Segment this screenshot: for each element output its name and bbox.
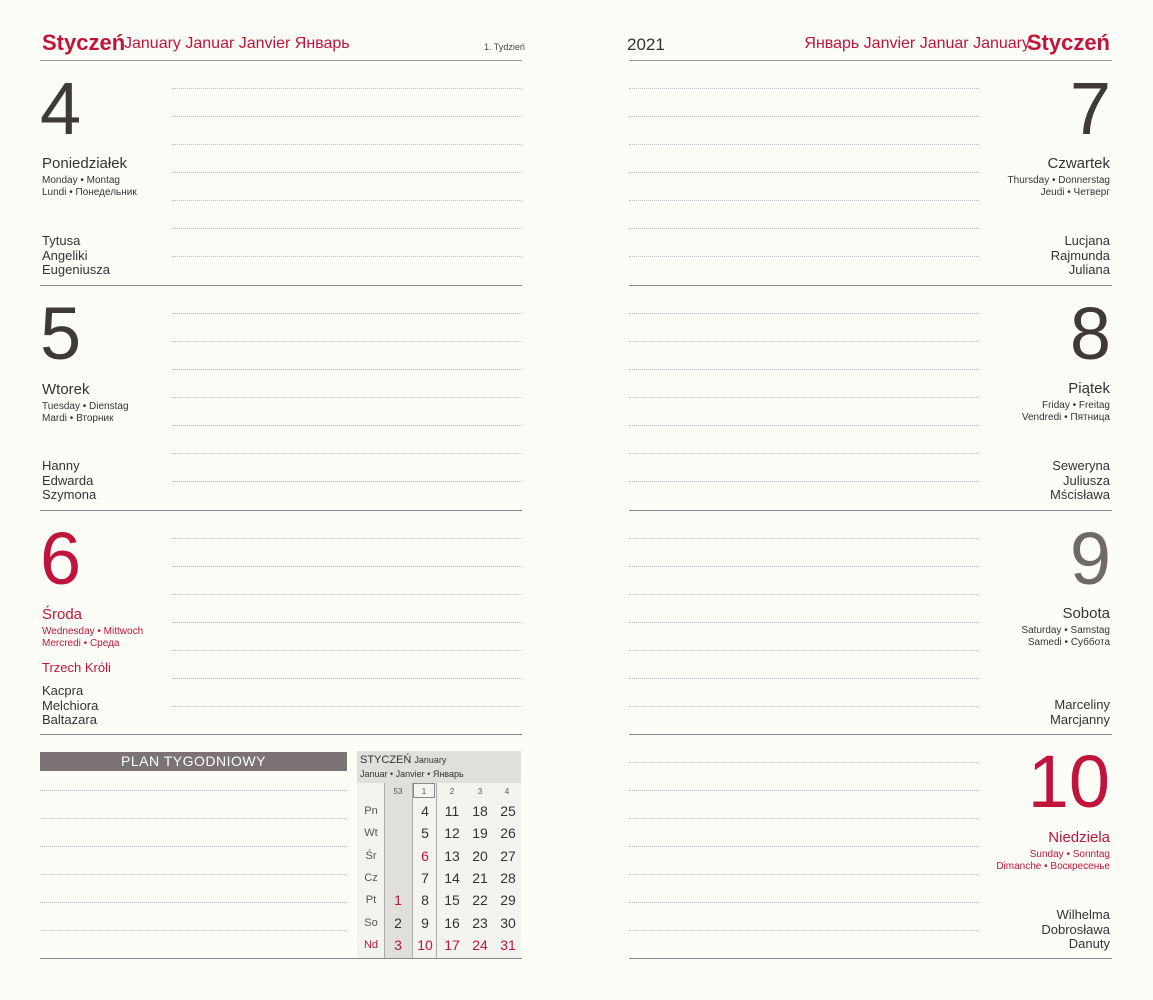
writing-line[interactable] [629,172,979,173]
writing-line[interactable] [172,200,522,201]
name-day: Eugeniusza [42,262,110,277]
writing-line[interactable] [629,678,979,679]
plan-line[interactable] [40,790,347,791]
header-rule [629,60,1112,61]
mini-calendar-day-label: So [364,917,378,929]
day-separator [629,734,1112,735]
mini-calendar-date: 20 [472,848,488,864]
left-page [0,0,576,1000]
week-number: 2 [449,787,455,796]
writing-line[interactable] [172,425,522,426]
writing-line[interactable] [629,341,979,342]
mini-calendar-date: 9 [421,915,429,931]
day-name: Środa [42,606,83,623]
writing-line[interactable] [629,256,979,257]
day-number: 5 [40,292,82,375]
writing-line[interactable] [629,818,979,819]
day-separator [629,285,1112,286]
name-day: Rajmunda [1050,247,1110,263]
day-name: Sobota [1062,605,1110,622]
mini-calendar-date: 27 [500,848,516,864]
mini-calendar-date: 5 [421,825,429,841]
name-day: Tytusa [42,233,81,248]
name-days [42,234,110,278]
mini-calendar-day-label: Pn [364,805,378,817]
mini-calendar-date: 11 [444,803,460,819]
name-day: Marcjanny [1050,711,1110,727]
mini-calendar-date: 24 [472,937,488,953]
name-days [1051,234,1110,278]
page-bottom-rule [629,958,1112,959]
page-bottom-rule [40,958,522,959]
name-day: Mścisława [1050,487,1110,502]
writing-line[interactable] [629,200,979,201]
mini-calendar-date: 15 [444,892,460,908]
mini-calendar-date: 30 [500,915,516,931]
mini-calendar-date: 17 [444,937,460,953]
mini-calendar-day-label: Wt [364,827,378,839]
name-day: Lucjana [1064,233,1110,248]
writing-line[interactable] [629,846,979,847]
day-number: 6 [40,517,82,600]
name-days [1050,459,1110,503]
writing-line[interactable] [629,706,979,707]
name-days [42,684,98,728]
writing-line[interactable] [172,172,522,173]
day-name: Wtorek [42,381,90,398]
left-month-title: Styczeń [42,30,126,55]
day-name: Piątek [1068,380,1110,397]
plan-line[interactable] [40,874,347,875]
mini-calendar-week53-shade [385,783,412,958]
mini-calendar-date: 25 [500,803,516,819]
writing-line[interactable] [629,369,979,370]
writing-line[interactable] [629,902,979,903]
day-separator [40,285,522,286]
name-days [42,459,96,503]
writing-line[interactable] [172,341,522,342]
day-translation-2: Samedi • Суббота [1027,637,1110,648]
mini-calendar-day-label: Śr [365,850,377,862]
mini-calendar-divider [384,783,385,958]
mini-calendar-date: 12 [444,825,460,841]
week-number: 1 [421,787,427,796]
week-number: 3 [477,787,483,796]
writing-line[interactable] [172,256,522,257]
writing-line[interactable] [172,706,522,707]
day-translation-2: Mercredi • Среда [42,638,120,649]
name-day: Marceliny [1054,697,1110,712]
mini-calendar-date: 6 [421,848,429,864]
day-name: Niedziela [1048,829,1110,846]
mini-calendar-month-en: January [414,755,447,765]
writing-line[interactable] [629,397,979,398]
writing-line[interactable] [629,144,979,145]
day-separator [40,510,522,511]
writing-line[interactable] [172,678,522,679]
header-rule [40,60,522,61]
writing-line[interactable] [629,228,979,229]
name-day: Edwarda [42,472,94,488]
writing-line[interactable] [629,425,979,426]
day-number: 9 [1069,517,1111,600]
writing-line[interactable] [629,88,979,89]
writing-line[interactable] [172,88,522,89]
writing-line[interactable] [629,538,979,539]
mini-calendar-date: 4 [421,803,429,819]
mini-calendar-date: 16 [444,915,460,931]
day-separator [40,734,522,735]
right-month-translations: Январь Janvier Januar January [804,35,1030,52]
writing-line[interactable] [172,116,522,117]
mini-calendar-month: STYCZEŃ [360,754,412,766]
mini-calendar-date: 31 [500,937,516,953]
day-number: 7 [1069,67,1111,150]
name-day: Danuty [1068,936,1110,951]
mini-calendar-date: 2 [394,915,402,931]
weekly-plan-header: PLAN TYGODNIOWY [40,752,347,771]
mini-calendar-date: 14 [444,870,460,886]
mini-calendar-date: 18 [472,803,488,819]
mini-calendar-subtitle: Januar • Janvier • Январь [360,769,464,779]
writing-line[interactable] [629,874,979,875]
mini-calendar-day-label: Cz [364,872,378,884]
writing-line[interactable] [172,228,522,229]
writing-line[interactable] [629,116,979,117]
writing-line[interactable] [629,622,979,623]
writing-line[interactable] [629,453,979,454]
mini-calendar-date: 21 [472,870,488,886]
writing-line[interactable] [172,594,522,595]
right-month-title: Styczeń [1026,30,1110,55]
mini-calendar-date: 3 [394,937,402,953]
writing-line[interactable] [629,650,979,651]
day-translation-1: Friday • Freitag [1042,400,1110,411]
day-translation-1: Sunday • Sonntag [1029,849,1110,860]
writing-line[interactable] [629,313,979,314]
name-day: Juliusza [1063,472,1110,488]
right-page [576,0,1153,1000]
year-label: 2021 [627,35,665,54]
writing-line[interactable] [172,566,522,567]
mini-calendar-date: 19 [472,825,488,841]
mini-calendar-date: 10 [417,937,433,953]
name-days [1050,698,1110,727]
name-day: Juliana [1068,262,1110,277]
name-day: Seweryna [1052,458,1110,473]
name-day: Hanny [42,458,80,473]
day-translation-2: Jeudi • Четверг [1040,187,1110,198]
writing-line[interactable] [172,650,522,651]
name-day: Wilhelma [1056,907,1110,922]
mini-calendar-date: 26 [500,825,516,841]
name-day: Dobrosława [1041,921,1110,937]
plan-line[interactable] [40,818,347,819]
name-days [1041,908,1110,952]
day-number: 10 [1027,740,1110,823]
name-day: Melchiora [42,697,99,713]
writing-line[interactable] [629,762,979,763]
mini-calendar-title [360,754,446,766]
plan-line[interactable] [40,930,347,931]
writing-line[interactable] [172,144,522,145]
day-separator [629,510,1112,511]
day-translation-2: Lundi • Понедельник [42,187,137,198]
week-label: 1. Tydzień [484,42,525,52]
day-translation-2: Dimanche • Воскресенье [996,861,1110,872]
mini-calendar-day-label: Pt [365,894,377,906]
mini-calendar-date: 7 [421,870,429,886]
mini-calendar-day-label: Nd [363,939,379,951]
writing-line[interactable] [172,397,522,398]
writing-line[interactable] [172,481,522,482]
left-month-translations: January Januar Janvier Январь [124,35,350,52]
week-number: 4 [504,787,510,796]
mini-calendar-date: 1 [394,892,402,908]
day-number: 8 [1069,292,1111,375]
writing-line[interactable] [629,594,979,595]
writing-line[interactable] [629,566,979,567]
day-translation-1: Thursday • Donnerstag [1007,175,1110,186]
writing-line[interactable] [172,453,522,454]
name-day: Szymona [42,487,97,502]
mini-calendar-date: 22 [472,892,488,908]
writing-line[interactable] [629,481,979,482]
day-translation-1: Tuesday • Dienstag [42,401,129,412]
name-day: Kacpra [42,683,84,698]
writing-line[interactable] [172,622,522,623]
day-translation-1: Wednesday • Mittwoch [42,626,144,637]
name-day: Baltazara [42,712,97,727]
day-translation-2: Mardi • Вторник [42,413,114,424]
writing-line[interactable] [172,538,522,539]
plan-line[interactable] [40,846,347,847]
writing-line[interactable] [172,313,522,314]
mini-calendar-date: 29 [500,892,516,908]
day-number: 4 [40,67,82,150]
week-number: 53 [393,787,403,796]
mini-calendar-date: 28 [500,870,516,886]
writing-line[interactable] [629,790,979,791]
name-day: Angeliki [42,247,88,263]
day-translation-1: Monday • Montag [42,175,120,186]
mini-calendar-date: 13 [444,848,460,864]
holiday-label: Trzech Króli [42,660,111,675]
writing-line[interactable] [629,930,979,931]
day-translation-1: Saturday • Samstag [1021,625,1110,636]
day-translation-2: Vendredi • Пятница [1021,412,1110,423]
mini-calendar-date: 23 [472,915,488,931]
mini-calendar-date: 8 [421,892,429,908]
day-name: Poniedziałek [42,155,128,172]
writing-line[interactable] [172,369,522,370]
plan-line[interactable] [40,902,347,903]
day-name: Czwartek [1047,155,1110,172]
